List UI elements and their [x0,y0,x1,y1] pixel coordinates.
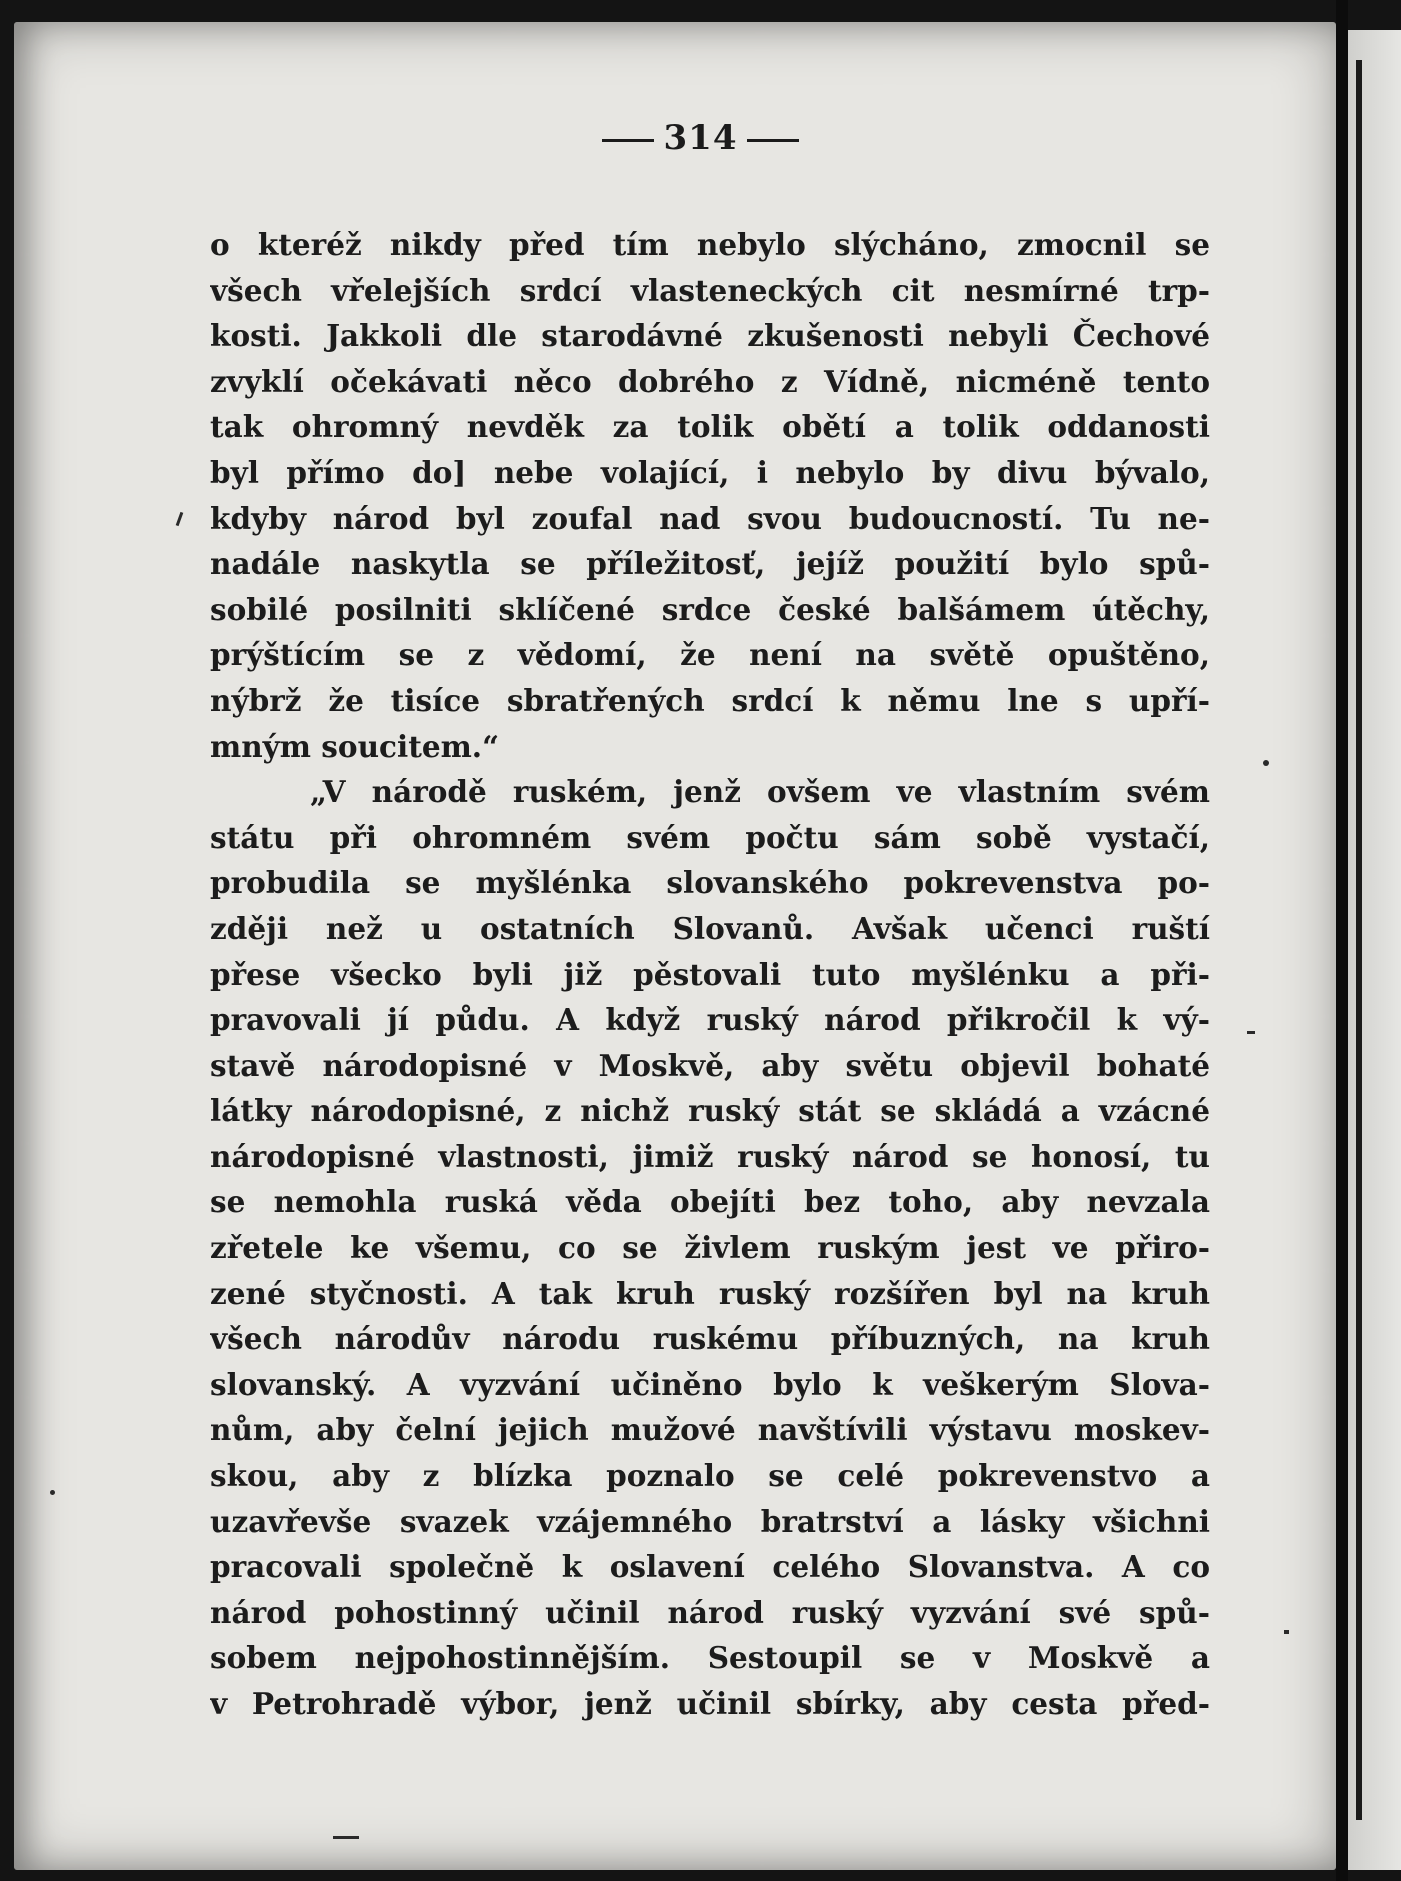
stray-mark [50,1490,55,1495]
text-line: zené styčnosti. A tak kruh ruský rozšířen byl na kruh [210,1275,1210,1311]
text-line: všech vřelejších srdcí vlasteneckých cit nesmírné trp- [210,272,1210,308]
text-line: zřetele ke všemu, co se živlem ruským jest ve přiro- [210,1230,1210,1266]
text-line: mným soucitem.“ [210,728,500,764]
text-line: tak ohromný nevděk za tolik obětí a tolik oddanosti [210,409,1210,445]
text-line: nadále naskytla se příležitosť, jejíž použití bylo spů- [210,546,1210,582]
text-line: zvyklí očekávati něco dobrého z Vídně, nicméně tento [210,363,1210,399]
text-line: uzavřevše svazek vzájemného bratrství a lásky všichni [210,1503,1210,1539]
stray-mark [333,1836,359,1839]
text-line: sobem nejpohostinnějším. Sestoupil se v Moskvě a [210,1640,1210,1676]
text-line: slovanský. A vyzvání učiněno bylo k veškerým Slova- [210,1366,1210,1402]
text-line: probudila se myšlénka slovanského pokrevenstva po- [210,865,1210,901]
text-line: národopisné vlastnosti, jimiž ruský národ se honosí, tu [210,1138,1210,1174]
page-header [0,118,1401,158]
text-line: nýbrž že tisíce sbratřených srdcí k němu lne s upří- [210,682,1210,718]
text-line: pravovali jí půdu. A když ruský národ přikročil k vý- [210,1002,1210,1038]
text-line: „V národě ruském, jenž ovšem ve vlastním svém [310,774,1210,810]
stray-mark [1263,760,1269,766]
text-line: pracovali společně k oslavení celého Slovanstva. A co [210,1549,1210,1585]
adjacent-page-shadow [1356,60,1362,1820]
text-line: nům, aby čelní jejich mužové navštívili výstavu moskev- [210,1412,1210,1448]
text-line: prýštícím se z vědomí, že není na světě opuštěno, [210,637,1210,673]
header-dash-right [747,139,799,142]
text-line: skou, aby z blízka poznalo se celé pokrevenstvo a [210,1458,1210,1494]
text-line: přese všecko byli již pěstovali tuto myšlénku a při- [210,956,1210,992]
stray-mark [1284,1630,1289,1634]
text-line: zději než u ostatních Slovanů. Avšak učenci ruští [210,910,1210,946]
text-line: stavě národopisné v Moskvě, aby světu objevil bohaté [210,1047,1210,1083]
stray-mark [1247,1031,1255,1034]
text-line: v Petrohradě výbor, jenž učinil sbírky, aby cesta před- [210,1686,1210,1721]
text-line: všech národův národu ruskému příbuzných, na kruh [210,1321,1210,1357]
paragraph-2 [210,769,1210,1726]
text-line: kosti. Jakkoli dle starodávné zkušenosti nebyli Čechové [210,318,1210,354]
text-line: byl přímo do] nebe volající, i nebylo by divu bývalo, [210,454,1210,490]
book-spine [1336,0,1348,1881]
body-text [210,222,1210,1727]
text-line: kdyby národ byl zoufal nad svou budoucností. Tu ne- [210,500,1210,536]
text-line: národ pohostinný učinil národ ruský vyzvání své spů- [210,1594,1210,1630]
page-number: 314 [663,118,738,158]
text-line: sobilé posilniti sklíčené srdce české balšámem útěchy, [210,591,1210,627]
paragraph-1 [210,222,1210,769]
text-line: látky národopisné, z nichž ruský stát se skládá a vzácné [210,1093,1210,1129]
text-line: státu při ohromném svém počtu sám sobě vystačí, [210,819,1210,855]
header-dash-left [602,139,654,142]
text-line: se nemohla ruská věda obejíti bez toho, aby nevzala [210,1184,1210,1220]
text-line: o kteréž nikdy před tím nebylo slýcháno, zmocnil se [210,227,1210,262]
